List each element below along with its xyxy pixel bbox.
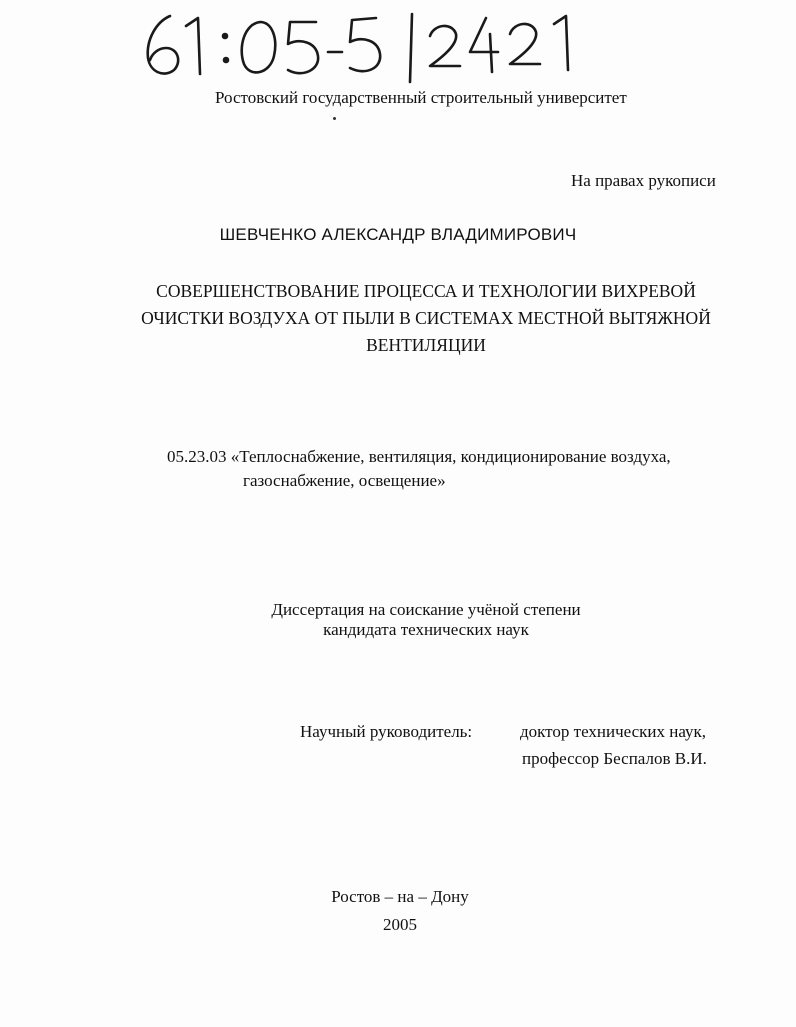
- dissertation-title: [120, 278, 732, 359]
- stray-dot-mark: [333, 117, 336, 120]
- specialty-line: 05.23.03 «Теплоснабжение, вентиляция, кондиционирование воздуха,: [167, 447, 671, 466]
- title-line: ВЕНТИЛЯЦИИ: [366, 335, 486, 355]
- handwritten-number-drawing: [130, 8, 590, 86]
- city: Ростов – на – Дону: [331, 887, 469, 906]
- title-line: СОВЕРШЕНСТВОВАНИЕ ПРОЦЕССА И ТЕХНОЛОГИИ ВИХРЕВОЙ: [156, 281, 696, 301]
- supervisor-name: профессор Беспалов В.И.: [522, 749, 707, 768]
- manuscript-rights-note: На правах рукописи: [571, 171, 716, 190]
- supervisor-degree: доктор технических наук,: [520, 722, 707, 741]
- supervisor-label: Научный руководитель:: [300, 722, 473, 741]
- dissertation-degree-line: кандидата технических наук: [323, 620, 529, 639]
- dissertation-degree-line: Диссертация на соискание учёной степени: [271, 600, 581, 619]
- handwritten-catalog-number: [130, 8, 590, 86]
- author-name: ШЕВЧЕНКО АЛЕКСАНДР ВЛАДИМИРОВИЧ: [219, 225, 577, 244]
- university-name: Ростовский государственный строительный университет: [215, 88, 627, 107]
- title-line: ОЧИСТКИ ВОЗДУХА ОТ ПЫЛИ В СИСТЕМАХ МЕСТНОЙ ВЫТЯЖНОЙ: [141, 308, 711, 328]
- specialty-line: газоснабжение, освещение»: [243, 471, 446, 490]
- year: 2005: [383, 915, 417, 934]
